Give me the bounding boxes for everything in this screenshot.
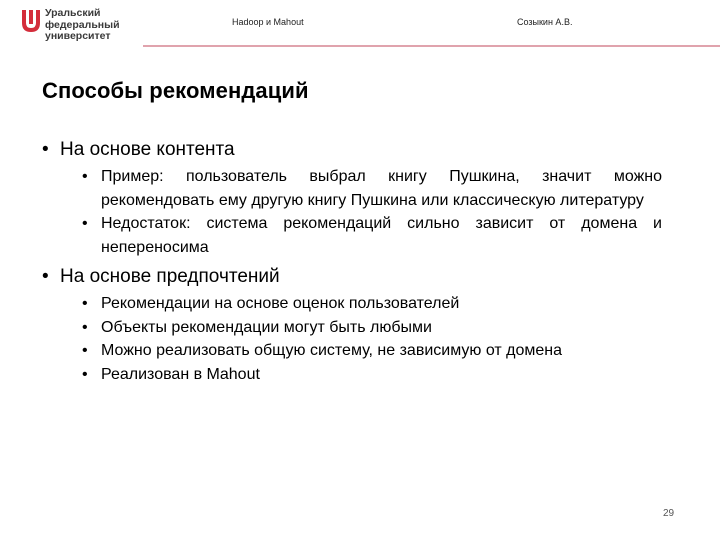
header-topic: Hadoop и Mahout <box>232 17 304 27</box>
bullet-icon: • <box>42 139 49 160</box>
bullet-icon: • <box>82 295 88 312</box>
list-item <box>82 212 662 259</box>
university-logo <box>20 6 130 46</box>
university-name <box>45 8 120 43</box>
list-item-text: Пример: пользователь выбрал книгу Пушкина, значит можно рекомендовать ему другую книгу Пушкина или классическую литературу <box>101 168 662 209</box>
bullet-icon: • <box>82 168 88 185</box>
list-item-text: Недостаток: система рекомендаций сильно зависит от домена и непереносима <box>101 215 662 256</box>
list-item-text: Рекомендации на основе оценок пользователей <box>101 295 460 312</box>
university-name-line: университет <box>45 30 111 42</box>
bullet-icon: • <box>82 215 88 232</box>
university-name-line: федеральный <box>45 18 120 31</box>
bullet-icon: • <box>82 342 88 359</box>
list-item <box>82 292 662 316</box>
section-list <box>42 292 662 386</box>
header-divider <box>143 45 720 47</box>
list-item <box>82 316 662 340</box>
section-heading <box>42 138 662 161</box>
bullet-icon: • <box>82 365 88 383</box>
bullet-icon: • <box>82 318 88 336</box>
list-item-text: Объекты рекомендации могут быть любыми <box>101 318 432 336</box>
list-item <box>82 339 662 363</box>
section-heading-text: На основе предпочтений <box>60 266 280 287</box>
list-item-text: Можно реализовать общую систему, не зависимую от домена <box>101 342 563 359</box>
page-number: 29 <box>663 508 675 519</box>
university-name-line: Уральский <box>45 7 101 19</box>
urfu-logo-icon <box>20 8 42 36</box>
section-list <box>42 165 662 259</box>
slide-body <box>42 138 662 392</box>
slide-title: Способы рекомендаций <box>42 78 309 103</box>
section-heading-text: На основе контента <box>60 139 235 160</box>
header-author: Созыкин А.В. <box>517 17 573 27</box>
list-item <box>82 363 662 387</box>
section-heading <box>42 265 662 288</box>
list-item <box>82 165 662 212</box>
bullet-icon: • <box>42 266 49 287</box>
list-item-text: Реализован в Mahout <box>101 365 260 383</box>
